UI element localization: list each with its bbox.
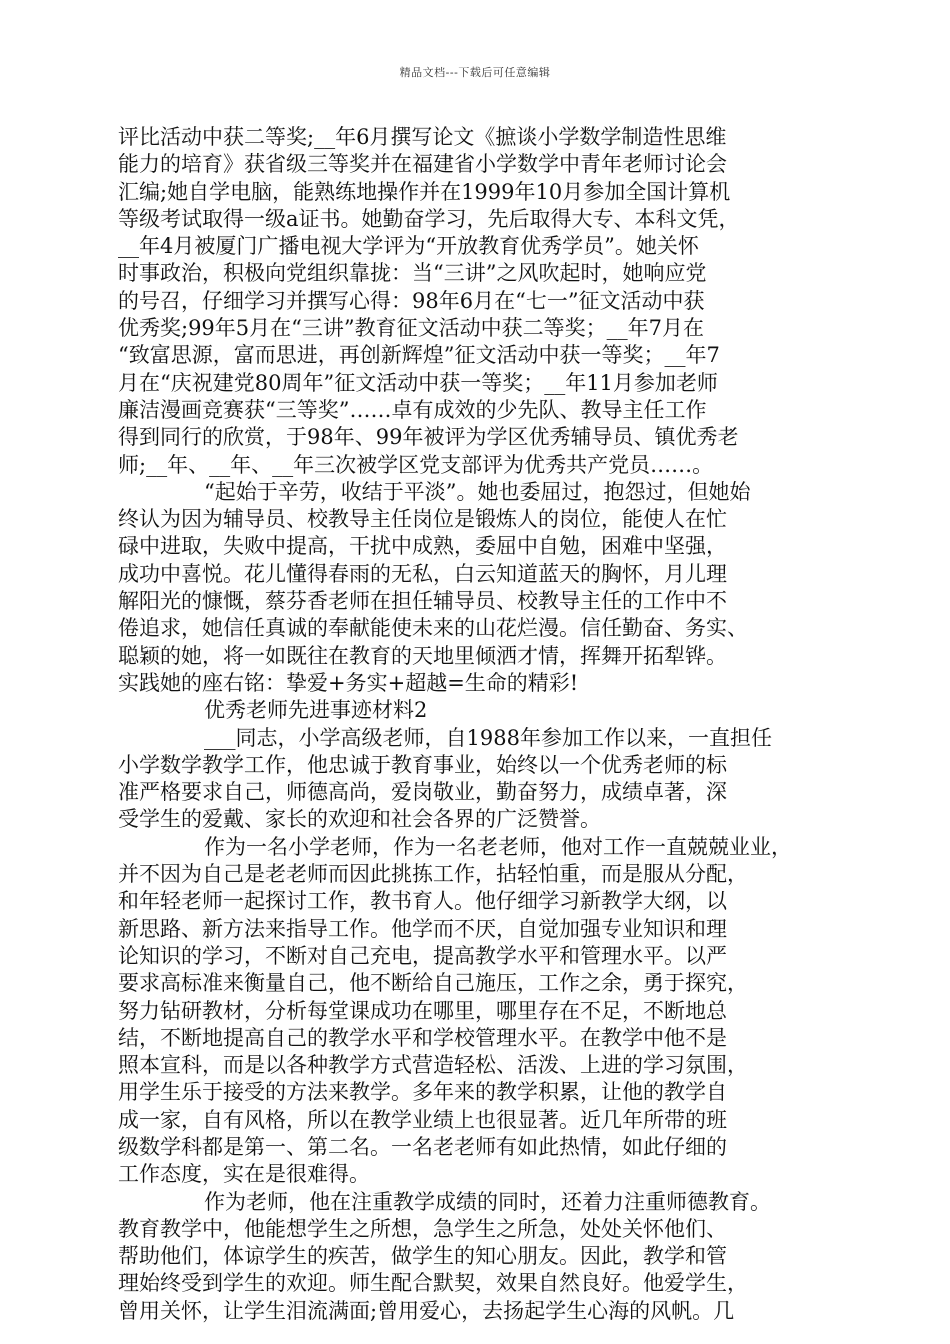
text-line: 的号召，仔细学习并撰写心得：98年6月在“七一”征文活动中获: [118, 288, 705, 313]
text-line: 月在“庆祝建党80周年”征文活动中获一等奖；__年11月参加老师: [118, 370, 718, 395]
text-line: 碌中进取，失败中提高，干扰中成熟，委屈中自勉，困难中坚强，: [118, 534, 727, 559]
text-line: 准严格要求自己，师德高尚，爱岗敬业，勤奋努力，成绩卓著，深: [118, 780, 727, 805]
text-line: 新思路、新方法来指导工作。他学而不厌，自觉加强专业知识和理: [118, 916, 727, 941]
text-line: 廉洁漫画竞赛获“三等奖”……卓有成效的少先队、教导主任工作: [118, 397, 707, 422]
text-line: 工作态度，实在是很难得。: [118, 1162, 370, 1187]
text-line: 成功中喜悦。花儿懂得春雨的无私，白云知道蓝天的胸怀，月儿理: [118, 561, 727, 586]
text-line: 得到同行的欣赏，于98年、99年被评为学区优秀辅导员、镇优秀老: [118, 425, 739, 450]
text-line: 优秀奖;99年5月在“三讲”教育征文活动中获二等奖；__年7月在: [118, 316, 704, 341]
text-line: 能力的培育》获省级三等奖并在福建省小学数学中青年老师讨论会: [118, 152, 727, 177]
text-line: 教育教学中，他能想学生之所想，急学生之所急，处处关怀他们、: [118, 1216, 727, 1241]
text-line: 小学数学教学工作，他忠诚于教育事业，始终以一个优秀老师的标: [118, 752, 727, 777]
text-line: 汇编;她自学电脑，能熟练地操作并在1999年10月参加全国计算机: [118, 179, 731, 204]
text-line: 等级考试取得一级a证书。她勤奋学习，先后取得大专、本科文凭，: [118, 206, 740, 231]
text-line: ___同志，小学高级老师，自1988年参加工作以来，一直担任: [204, 725, 772, 750]
text-line: 时事政治，积极向党组织靠拢：当“三讲”之风吹起时，她响应党: [118, 261, 707, 286]
text-line: 理始终受到学生的欢迎。师生配合默契，效果自然良好。他爱学生，: [118, 1271, 748, 1296]
text-line: 要求高标准来衡量自己，他不断给自己施压，工作之余，勇于探究，: [118, 971, 748, 996]
text-line: 聪颖的她，将一如既往在教育的天地里倾洒才情，挥舞开拓犁铧。: [118, 643, 727, 668]
text-line: 作为老师，他在注重教学成绩的同时，还着力注重师德教育。: [204, 1189, 771, 1214]
text-line: 倦追求，她信任真诚的奉献能使未来的山花烂漫。信任勤奋、务实、: [118, 616, 748, 641]
text-line: 优秀老师先进事迹材料2: [204, 698, 428, 723]
text-line: 师;__年、__年、__年三次被学区党支部评为优秀共产党员……。: [118, 452, 714, 477]
text-line: “致富思源，富而思进，再创新辉煌”征文活动中获一等奖；__年7: [118, 343, 720, 368]
text-line: 帮助他们，体谅学生的疾苦，做学生的知心朋友。因此，教学和管: [118, 1244, 727, 1269]
text-line: “起始于辛劳，收结于平淡”。她也委屈过，抱怨过，但她始: [204, 479, 751, 504]
text-line: 结，不断地提高自己的教学水平和学校管理水平。在教学中他不是: [118, 1025, 727, 1050]
page-header: 精品文档---下载后可任意编辑: [399, 66, 551, 79]
text-line: 作为一名小学老师，作为一名老老师，他对工作一直兢兢业业，: [204, 834, 792, 859]
text-line: 用学生乐于接受的方法来教学。多年来的教学积累，让他的教学自: [118, 1080, 727, 1105]
document-body: [118, 124, 834, 1325]
text-line: 曾用关怀，让学生泪流满面;曾用爱心，去扬起学生心海的风帆。几: [118, 1298, 735, 1323]
text-line: 解阳光的慷慨，蔡芬香老师在担任辅导员、校教导主任的工作中不: [118, 589, 727, 614]
text-line: 受学生的爱戴、家长的欢迎和社会各界的广泛赞誉。: [118, 807, 601, 832]
text-line: 并不因为自己是老老师而因此挑拣工作，拈轻怕重，而是服从分配，: [118, 862, 748, 887]
text-line: 努力钻研教材，分析每堂课成功在哪里，哪里存在不足，不断地总: [118, 998, 727, 1023]
text-line: 级数学科都是第一、第二名。一名老老师有如此热情，如此仔细的: [118, 1134, 727, 1159]
text-line: 成一家，自有风格，所以在教学业绩上也很显著。近几年所带的班: [118, 1107, 727, 1132]
text-line: __年4月被厦门广播电视大学评为“开放教育优秀学员”。她关怀: [118, 234, 699, 259]
text-line: 终认为因为辅导员、校教导主任岗位是锻炼人的岗位，能使人在忙: [118, 507, 727, 532]
text-line: 论知识的学习，不断对自己充电，提高教学水平和管理水平。以严: [118, 943, 727, 968]
text-line: 照本宣科，而是以各种教学方式营造轻松、活泼、上进的学习氛围，: [118, 1053, 748, 1078]
text-line: 实践她的座右铭：挚爱+务实+超越=生命的精彩!: [118, 670, 579, 695]
text-line: 评比活动中获二等奖;__年6月撰写论文《摭谈小学数学制造性思维: [118, 125, 727, 149]
text-line: 和年轻老师一起探讨工作，教书育人。他仔细学习新教学大纲，以: [118, 889, 727, 914]
